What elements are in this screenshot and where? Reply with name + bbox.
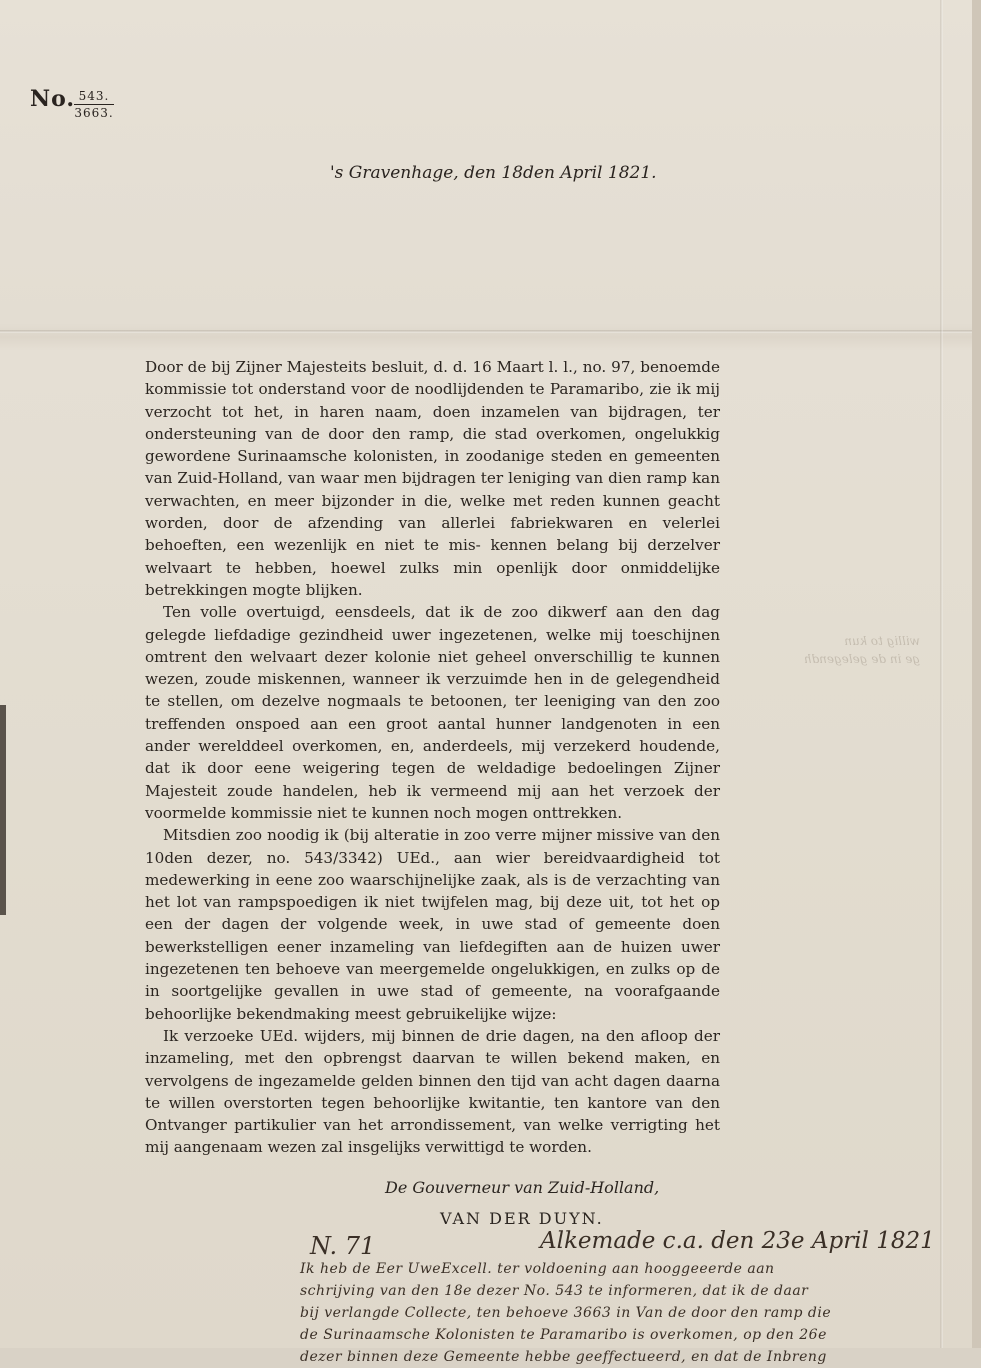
handwritten-date: Alkemade c.a. den 23e April 1821	[540, 1228, 935, 1254]
vertical-fold	[940, 0, 943, 1348]
paragraph-3: Mitsdien zoo noodig ik (bij alteratie in zoo verre mijner missive van den 10den dezer, no. 543/3342) UEd., aan wier bereidvaardigheid tot medewerking in eene zoo waarschijnelijke zaak, als is de verzachting van het lot van rampspoedigen ik niet twijfelen mag, bij deze uit, tot het op een der dagen der volgende week, in uwe stad of gemeente doen bewerkstelligen eener inzameling van liefdegiften aan de huizen uwer ingezetenen ten behoeve van meergemelde ongelukkigen, en zulks op de in soortgelijke gevallen in uwe stad of gemeente, na voorafgaande behoorlijke bekendmaking meest gebruikelijke wijze:	[145, 826, 720, 1023]
handwritten-line: schrijving van den 18e dezer No. 543 te informeren, dat ik de daar	[300, 1283, 809, 1299]
handwritten-line: bij verlangde Collecte, ten behoeve 3663 in Van de door den ramp die	[300, 1305, 832, 1321]
paragraph-4: Ik verzoeke UEd. wijders, mij binnen de drie dagen, na den afloop der inzameling, met den opbrengst daarvan te willen bekend maken, en vervolgens de ingezamelde gelden binnen den tijd van acht dagen daarna te willen overstorten tegen behoorlijke kwitantie, ten kantore van den Ontvanger partikulier van het arrondissement, van welke verrigting het mij aangenaam wezen zal insgelijks verwittigd te worden.	[145, 1026, 720, 1157]
handwritten-line: Ik heb de Eer UweExcell. ter voldoening aan hooggeeerde aan	[300, 1261, 775, 1277]
number-fraction	[74, 88, 114, 121]
paragraph-1: Door de bij Zijner Majesteits besluit, d. d. 16 Maart l. l., no. 97, benoemde kommissie tot onderstand voor de noodlijdenden te Paramaribo, zie ik mij verzocht tot het, in haren naam, doen inzamelen van bijdragen, ter ondersteuning van de door den ramp, die stad overkomen, ongelukkig gewordene Surinaamsche kolonisten, in zoodanige steden en gemeenten van Zuid-Holland, van waar men bijdragen ter leniging van dien ramp kan verwachten, en meer bijzonder in die, welke met reden kunnen geacht worden, door de afzending van allerlei fabriekwaren en velerlei behoeften, een wezenlijk en niet te mis- kennen belang bij derzelver welvaart te hebben, hoewel zulks min openlijk door onmiddelijke betrekkingen mogte blijken.	[145, 358, 720, 599]
left-edge-mark	[0, 705, 6, 915]
horizontal-fold	[0, 330, 972, 333]
handwritten-reply	[300, 1258, 940, 1368]
page-edge	[972, 0, 981, 1348]
document-number	[30, 86, 114, 120]
signer-name: VAN DER DUYN.	[440, 1209, 604, 1228]
bleed-through-text	[790, 632, 920, 692]
handwritten-line: dezer binnen deze Gemeente hebbe geeffectueerd, en dat de Inbreng	[300, 1349, 827, 1365]
letter-body	[145, 356, 720, 1159]
dateline: 's Gravenhage, den 18den April 1821.	[330, 163, 657, 183]
handwritten-line: de Surinaamsche Kolonisten te Paramaribo is overkomen, op den 26e	[300, 1327, 827, 1343]
handwritten-number: N. 71	[310, 1232, 376, 1260]
number-label: No.	[30, 86, 76, 112]
closing-title: De Gouverneur van Zuid-Holland,	[385, 1178, 660, 1197]
paragraph-2: Ten volle overtuigd, eensdeels, dat ik de zoo dikwerf aan den dag gelegde liefdadige gezindheid uwer ingezetenen, welke mij toeschijnen omtrent den welvaart dezer kolonie niet geheel onverschillig te kunnen wezen, zoude miskennen, wanneer ik verzuimde hen in de gelegendheid te stellen, om dezelve nogmaals te betoonen, ter leeniging van den zoo treffenden onspoed aan een groot aantal hunner landgenoten in een ander werelddeel overkomen, en, anderdeels, mij verzekerd houdende, dat ik door eene weigering tegen de weldadige bedoelingen Zijner Majesteit zoude handelen, heb ik vermeend mij aan het verzoek der voormelde kommissie niet te kunnen noch mogen onttrekken.	[145, 603, 720, 822]
number-numerator: 543.	[74, 88, 114, 105]
bleed-line: ge in de gelegendh	[803, 652, 920, 666]
bleed-line: willig to kun	[844, 634, 920, 648]
number-denominator: 3663.	[74, 106, 114, 120]
